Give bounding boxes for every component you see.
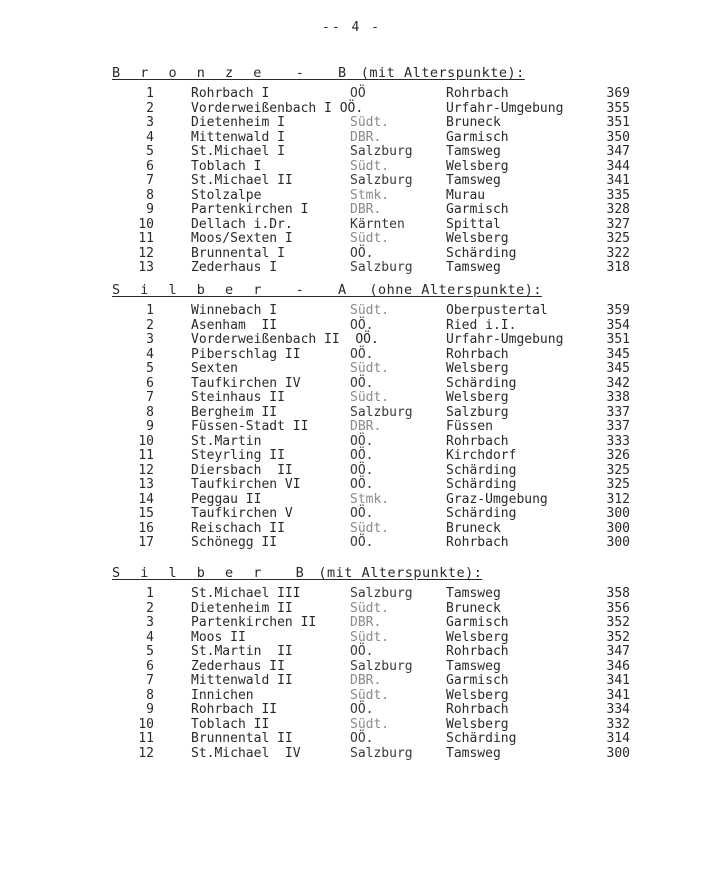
section-heading-title: S i l b e r - A xyxy=(112,282,353,298)
points-cell: 327 xyxy=(606,216,630,232)
rank-cell: 6 xyxy=(146,375,154,391)
result-row xyxy=(0,616,703,631)
region-cell: OÖ. xyxy=(350,506,374,521)
result-row xyxy=(0,587,703,602)
rank-cell: 5 xyxy=(146,644,154,659)
result-row xyxy=(0,377,703,392)
district-cell: Garmisch xyxy=(446,615,509,630)
result-row xyxy=(0,747,703,762)
team-cell: Toblach I xyxy=(191,158,262,174)
result-row xyxy=(0,674,703,689)
team-cell: Asenham II xyxy=(191,317,278,333)
region-cell: OÖ. xyxy=(350,535,374,550)
points-cell: 352 xyxy=(606,629,630,645)
result-row xyxy=(0,116,703,131)
rank-cell: 1 xyxy=(146,86,154,101)
rank-cell: 4 xyxy=(146,129,154,145)
district-cell: Ried i.I. xyxy=(446,317,517,333)
points-cell: 300 xyxy=(606,520,630,536)
team-cell: Brunnental I xyxy=(191,245,285,261)
points-cell: 325 xyxy=(606,231,630,246)
team-cell: Zederhaus II xyxy=(191,658,285,674)
team-cell: Steyrling II xyxy=(191,448,285,463)
district-cell: Urfahr-Umgebung xyxy=(446,332,564,347)
district-cell: Schärding xyxy=(446,462,517,478)
points-cell: 356 xyxy=(606,600,630,616)
district-cell: Tamsweg xyxy=(446,658,501,674)
result-row xyxy=(0,631,703,646)
points-cell: 300 xyxy=(606,506,630,521)
district-cell: Tamsweg xyxy=(446,260,501,275)
region-cell: DBR. xyxy=(350,202,382,217)
district-cell: Urfahr-Umgebung xyxy=(446,100,564,116)
result-row xyxy=(0,732,703,747)
rank-cell: 4 xyxy=(146,629,154,645)
result-row xyxy=(0,718,703,733)
district-cell: Rohrbach xyxy=(446,535,509,550)
section-heading xyxy=(112,282,542,298)
points-cell: 355 xyxy=(606,100,630,116)
points-cell: 325 xyxy=(606,462,630,478)
rank-cell: 8 xyxy=(146,404,154,420)
rank-cell: 6 xyxy=(146,658,154,674)
rank-cell: 8 xyxy=(146,687,154,703)
points-cell: 352 xyxy=(606,615,630,630)
result-row xyxy=(0,689,703,704)
points-cell: 351 xyxy=(606,115,630,130)
district-cell: Tamsweg xyxy=(446,144,501,159)
points-cell: 325 xyxy=(606,477,630,492)
rank-cell: 9 xyxy=(146,702,154,717)
team-cell: Taufkirchen VI xyxy=(191,477,301,492)
rank-cell: 11 xyxy=(138,448,154,463)
team-cell: Taufkirchen V xyxy=(191,506,293,521)
points-cell: 345 xyxy=(606,346,630,362)
region-cell: Salzburg xyxy=(350,658,413,674)
rank-cell: 16 xyxy=(138,520,154,536)
team-cell: Moos/Sexten I xyxy=(191,231,293,246)
points-cell: 337 xyxy=(606,404,630,420)
points-cell: 312 xyxy=(606,491,630,507)
region-cell: Südt. xyxy=(350,716,390,732)
region-cell: Südt. xyxy=(350,158,390,174)
result-row xyxy=(0,131,703,146)
section-heading xyxy=(112,565,482,581)
district-cell: Rohrbach xyxy=(446,433,509,449)
team-cell: Piberschlag II xyxy=(191,346,301,362)
region-cell: Stmk. xyxy=(350,187,390,203)
points-cell: 335 xyxy=(606,187,630,203)
region-cell: Salzburg xyxy=(350,260,413,275)
district-cell: Rohrbach xyxy=(446,86,509,101)
region-cell: Südt. xyxy=(350,115,390,130)
result-row xyxy=(0,645,703,660)
points-cell: 334 xyxy=(606,702,630,717)
region-cell: OÖ xyxy=(350,86,366,101)
rank-cell: 11 xyxy=(138,731,154,746)
rank-cell: 14 xyxy=(138,491,154,507)
points-cell: 341 xyxy=(606,687,630,703)
rank-cell: 12 xyxy=(138,245,154,261)
result-row xyxy=(0,203,703,218)
points-cell: 341 xyxy=(606,173,630,188)
district-cell: Welsberg xyxy=(446,629,509,645)
region-cell: OÖ. xyxy=(350,317,374,333)
rank-cell: 2 xyxy=(146,100,154,116)
district-cell: Welsberg xyxy=(446,390,509,405)
team-cell: Vorderweißenbach I OÖ. xyxy=(191,100,364,116)
result-row xyxy=(0,87,703,102)
team-cell: Brunnental II xyxy=(191,731,293,746)
points-cell: 345 xyxy=(606,361,630,376)
result-row xyxy=(0,189,703,204)
section-heading-note: (ohne Alterspunkte): xyxy=(352,282,542,298)
region-cell: Südt. xyxy=(350,600,390,616)
team-cell: Peggau II xyxy=(191,491,262,507)
region-cell: Kärnten xyxy=(350,216,405,232)
region-cell: OÖ. xyxy=(350,702,374,717)
district-cell: Tamsweg xyxy=(446,586,501,601)
rank-cell: 13 xyxy=(138,260,154,275)
district-cell: Schärding xyxy=(446,477,517,492)
team-cell: Dellach i.Dr. xyxy=(191,216,293,232)
region-cell: OÖ. xyxy=(350,245,374,261)
result-row xyxy=(0,660,703,675)
rank-cell: 8 xyxy=(146,187,154,203)
points-cell: 300 xyxy=(606,745,630,761)
points-cell: 369 xyxy=(606,86,630,101)
district-cell: Schärding xyxy=(446,731,517,746)
rank-cell: 12 xyxy=(138,745,154,761)
team-cell: Dietenheim I xyxy=(191,115,285,130)
district-cell: Welsberg xyxy=(446,716,509,732)
team-cell: St.Michael II xyxy=(191,173,293,188)
team-cell: Winnebach I xyxy=(191,303,278,318)
result-row xyxy=(0,478,703,493)
rank-cell: 6 xyxy=(146,158,154,174)
team-cell: St.Michael III xyxy=(191,586,301,601)
team-cell: Rohrbach I xyxy=(191,86,270,101)
rank-cell: 10 xyxy=(138,716,154,732)
district-cell: Murau xyxy=(446,187,486,203)
rank-cell: 10 xyxy=(138,433,154,449)
rank-cell: 10 xyxy=(138,216,154,232)
result-row xyxy=(0,362,703,377)
team-cell: Steinhaus II xyxy=(191,390,285,405)
result-row xyxy=(0,522,703,537)
result-row xyxy=(0,218,703,233)
district-cell: Welsberg xyxy=(446,158,509,174)
result-row xyxy=(0,174,703,189)
result-row xyxy=(0,145,703,160)
points-cell: 326 xyxy=(606,448,630,463)
rank-cell: 1 xyxy=(146,303,154,318)
region-cell: OÖ. xyxy=(350,448,374,463)
team-cell: Diersbach II xyxy=(191,462,293,478)
region-cell: Südt. xyxy=(350,303,390,318)
district-cell: Tamsweg xyxy=(446,173,501,188)
region-cell: Salzburg xyxy=(350,745,413,761)
team-cell: St.Martin xyxy=(191,433,262,449)
points-cell: 322 xyxy=(606,245,630,261)
team-cell: Stolzalpe xyxy=(191,187,262,203)
district-cell: Tamsweg xyxy=(446,745,501,761)
points-cell: 318 xyxy=(606,260,630,275)
region-cell: Salzburg xyxy=(350,586,413,601)
result-row xyxy=(0,507,703,522)
rank-cell: 17 xyxy=(138,535,154,550)
result-row xyxy=(0,232,703,247)
team-cell: Sexten xyxy=(191,361,238,376)
region-cell: OÖ. xyxy=(350,375,374,391)
region-cell: Salzburg xyxy=(350,173,413,188)
region-cell: DBR. xyxy=(350,129,382,145)
points-cell: 359 xyxy=(606,303,630,318)
district-cell: Welsberg xyxy=(446,231,509,246)
team-cell: Reischach II xyxy=(191,520,285,536)
rank-cell: 5 xyxy=(146,361,154,376)
team-cell: Schönegg II xyxy=(191,535,278,550)
rank-cell: 9 xyxy=(146,419,154,434)
district-cell: Salzburg xyxy=(446,404,509,420)
rank-cell: 3 xyxy=(146,115,154,130)
district-cell: Kirchdorf xyxy=(446,448,517,463)
district-cell: Rohrbach xyxy=(446,644,509,659)
team-cell: Moos II xyxy=(191,629,246,645)
region-cell: OÖ. xyxy=(350,346,374,362)
district-cell: Spittal xyxy=(446,216,501,232)
rank-cell: 2 xyxy=(146,317,154,333)
district-cell: Rohrbach xyxy=(446,346,509,362)
rank-cell: 7 xyxy=(146,173,154,188)
team-cell: St.Martin II xyxy=(191,644,293,659)
points-cell: 328 xyxy=(606,202,630,217)
rank-cell: 11 xyxy=(138,231,154,246)
rank-cell: 3 xyxy=(146,332,154,347)
region-cell: OÖ. xyxy=(350,433,374,449)
team-cell: Partenkirchen I xyxy=(191,202,309,217)
district-cell: Schärding xyxy=(446,506,517,521)
section-heading-title: B r o n z e - B xyxy=(112,65,353,81)
team-cell: Mittenwald I xyxy=(191,129,285,145)
points-cell: 351 xyxy=(606,332,630,347)
team-cell: Dietenheim II xyxy=(191,600,293,616)
points-cell: 337 xyxy=(606,419,630,434)
points-cell: 346 xyxy=(606,658,630,674)
result-row xyxy=(0,391,703,406)
rank-cell: 9 xyxy=(146,202,154,217)
rank-cell: 3 xyxy=(146,615,154,630)
team-cell: Innichen xyxy=(191,687,254,703)
region-cell: Stmk. xyxy=(350,491,390,507)
district-cell: Rohrbach xyxy=(446,702,509,717)
points-cell: 300 xyxy=(606,535,630,550)
result-row xyxy=(0,261,703,276)
points-cell: 358 xyxy=(606,586,630,601)
district-cell: Welsberg xyxy=(446,687,509,703)
team-cell: Bergheim II xyxy=(191,404,278,420)
region-cell: Südt. xyxy=(350,687,390,703)
points-cell: 341 xyxy=(606,673,630,688)
rank-cell: 7 xyxy=(146,390,154,405)
result-row xyxy=(0,319,703,334)
team-cell: Partenkirchen II xyxy=(191,615,317,630)
points-cell: 347 xyxy=(606,144,630,159)
section-heading xyxy=(112,65,525,81)
points-cell: 350 xyxy=(606,129,630,145)
team-cell: Füssen-Stadt II xyxy=(191,419,309,434)
result-row xyxy=(0,348,703,363)
points-cell: 342 xyxy=(606,375,630,391)
district-cell: Garmisch xyxy=(446,202,509,217)
rank-cell: 13 xyxy=(138,477,154,492)
district-cell: Graz-Umgebung xyxy=(446,491,548,507)
district-cell: Garmisch xyxy=(446,673,509,688)
district-cell: Welsberg xyxy=(446,361,509,376)
section-heading-note: (mit Alterspunkte): xyxy=(352,65,525,81)
team-cell: St.Michael I xyxy=(191,144,285,159)
rank-cell: 5 xyxy=(146,144,154,159)
result-row xyxy=(0,435,703,450)
region-cell: OÖ. xyxy=(350,731,374,746)
team-cell: Mittenwald II xyxy=(191,673,293,688)
region-cell: OÖ. xyxy=(350,644,374,659)
district-cell: Oberpustertal xyxy=(446,303,548,318)
points-cell: 344 xyxy=(606,158,630,174)
result-row xyxy=(0,420,703,435)
result-row xyxy=(0,160,703,175)
region-cell: Südt. xyxy=(350,629,390,645)
result-row xyxy=(0,449,703,464)
points-cell: 314 xyxy=(606,731,630,746)
rank-cell: 2 xyxy=(146,600,154,616)
points-cell: 354 xyxy=(606,317,630,333)
rank-cell: 1 xyxy=(146,586,154,601)
district-cell: Füssen xyxy=(446,419,493,434)
region-cell: OÖ. xyxy=(350,477,374,492)
result-row xyxy=(0,536,703,551)
region-cell: Südt. xyxy=(350,231,390,246)
district-cell: Bruneck xyxy=(446,520,501,536)
region-cell: DBR. xyxy=(350,615,382,630)
result-row xyxy=(0,464,703,479)
team-cell: Zederhaus I xyxy=(191,260,278,275)
result-row xyxy=(0,102,703,117)
points-cell: 333 xyxy=(606,433,630,449)
region-cell: Südt. xyxy=(350,361,390,376)
team-cell: Vorderweißenbach II OÖ. xyxy=(191,332,379,347)
region-cell: DBR. xyxy=(350,673,382,688)
team-cell: Rohrbach II xyxy=(191,702,278,717)
region-cell: Salzburg xyxy=(350,144,413,159)
district-cell: Garmisch xyxy=(446,129,509,145)
result-row xyxy=(0,406,703,421)
region-cell: DBR. xyxy=(350,419,382,434)
district-cell: Schärding xyxy=(446,375,517,391)
region-cell: Salzburg xyxy=(350,404,413,420)
section-heading-note: (mit Alterspunkte): xyxy=(309,565,483,581)
points-cell: 338 xyxy=(606,390,630,405)
district-cell: Bruneck xyxy=(446,115,501,130)
result-row xyxy=(0,304,703,319)
points-cell: 332 xyxy=(606,716,630,732)
rank-cell: 4 xyxy=(146,346,154,362)
rank-cell: 7 xyxy=(146,673,154,688)
region-cell: Südt. xyxy=(350,520,390,536)
page-number: -- 4 - xyxy=(322,20,381,35)
result-row xyxy=(0,247,703,262)
region-cell: OÖ. xyxy=(350,462,374,478)
result-row xyxy=(0,602,703,617)
team-cell: Taufkirchen IV xyxy=(191,375,301,391)
section-heading-title: S i l b e r B xyxy=(112,565,310,581)
team-cell: St.Michael IV xyxy=(191,745,301,761)
district-cell: Schärding xyxy=(446,245,517,261)
rank-cell: 12 xyxy=(138,462,154,478)
region-cell: Südt. xyxy=(350,390,390,405)
result-row xyxy=(0,703,703,718)
result-row xyxy=(0,333,703,348)
district-cell: Bruneck xyxy=(446,600,501,616)
points-cell: 347 xyxy=(606,644,630,659)
result-row xyxy=(0,493,703,508)
rank-cell: 15 xyxy=(138,506,154,521)
team-cell: Toblach II xyxy=(191,716,270,732)
